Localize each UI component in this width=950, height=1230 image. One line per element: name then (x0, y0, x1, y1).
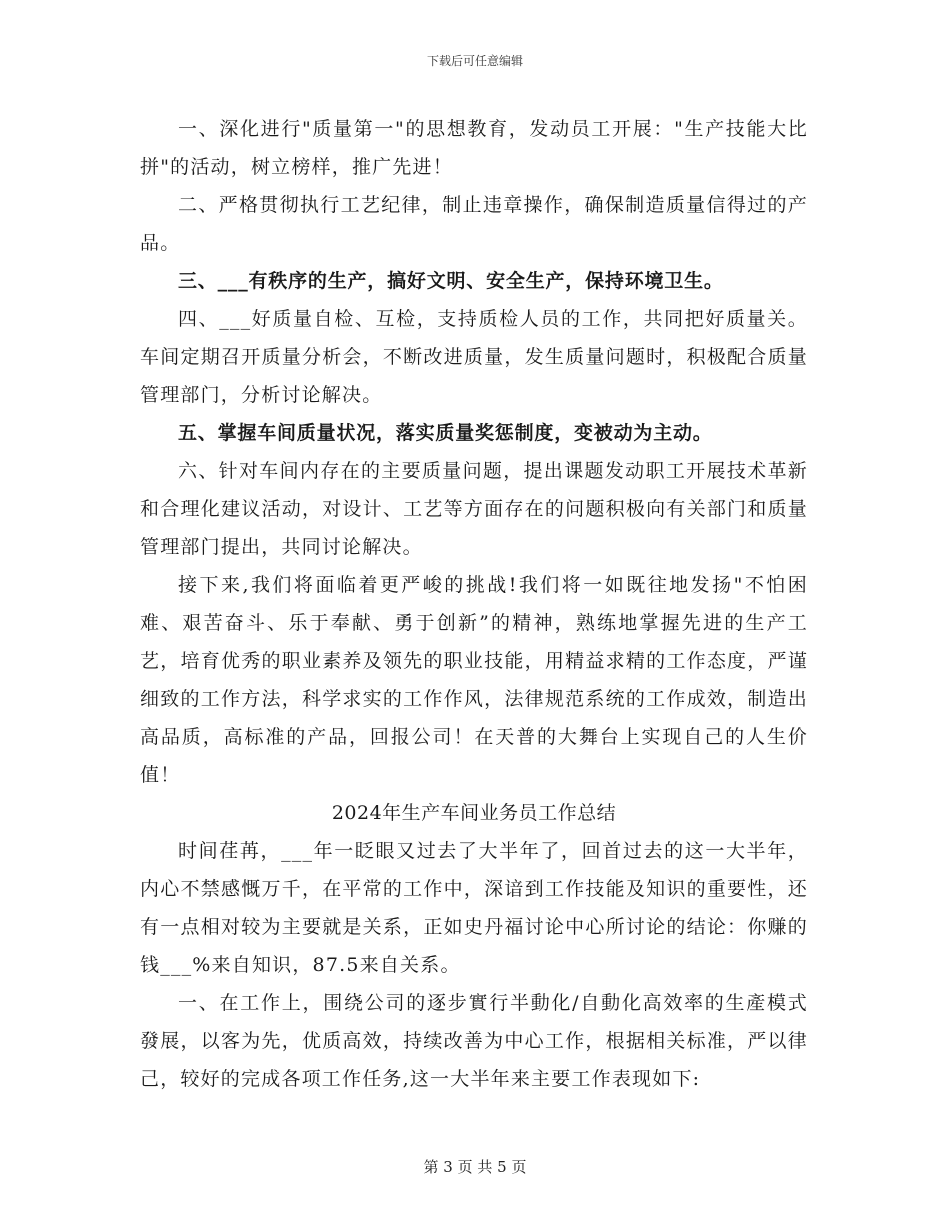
page-footer: 第 3 页 共 5 页 (423, 1158, 527, 1176)
paragraph-item-6: 六、针对车间内存在的主要质量问题，提出课题发动职工开展技术革新和合理化建议活动，对设计、工艺等方面存在的问题积极向有关部门和质量管理部门提出，共同讨论解决。 (140, 460, 808, 558)
paragraph-item-3: 三、___有秩序的生产，搞好文明、安全生产，保持环境卫生。 (178, 270, 724, 292)
paragraph-item-5: 五、掌握车间质量状况，落实质量奖惩制度，变被动为主动。 (178, 422, 713, 444)
document-body (140, 110, 808, 1098)
section-title: 2024年生产车间业务员工作总结 (331, 802, 617, 824)
paragraph-item-4: 四、___好质量自检、互检，支持质检人员的工作，共同把好质量关。车间定期召开质量分析会，不断改进质量，发生质量问题时，积极配合质量管理部门，分析讨论解决。 (140, 308, 808, 406)
paragraph-intro: 时间荏苒，___年一眨眼又过去了大半年了，回首过去的这一大半年，内心不禁感慨万千，在平常的工作中，深谙到工作技能及知识的重要性，还有一点相对较为主要就是关系，正如史丹福讨论中心所讨论的结论：你赚的钱___%来自知识，87.5来自关系。 (140, 840, 808, 976)
paragraph-closing: 接下来,我们将面临着更严峻的挑战!我们将一如既往地发扬"不怕困难、艰苦奋斗、乐于奉献、勇于创新”的精神，熟练地掌握先进的生产工艺，培育优秀的职业素养及领先的职业技能，用精益求精的工作态度，严谨细致的工作方法，科学求实的工作作风，法律规范系统的工作成效，制造出高品质，高标准的产品，回报公司！在天普的大舞台上实现自己的人生价值！ (140, 574, 808, 786)
paragraph-item-1: 一、深化进行"质量第一"的思想教育，发动员工开展："生产技能大比拼"的活动，树立榜样，推广先进！ (140, 118, 808, 178)
page-header: 下载后可任意编辑 (426, 54, 523, 68)
paragraph-work: 一、在工作上，围绕公司的逐步實行半動化/自動化高效率的生產模式發展，以客为先，优质高效，持续改善为中心工作，根据相关标准，严以律己，较好的完成各项工作任务,这一大半年来主要工作表现如下: (140, 992, 808, 1090)
paragraph-item-2: 二、严格贯彻执行工艺纪律，制止违章操作，确保制造质量信得过的产品。 (140, 194, 808, 254)
